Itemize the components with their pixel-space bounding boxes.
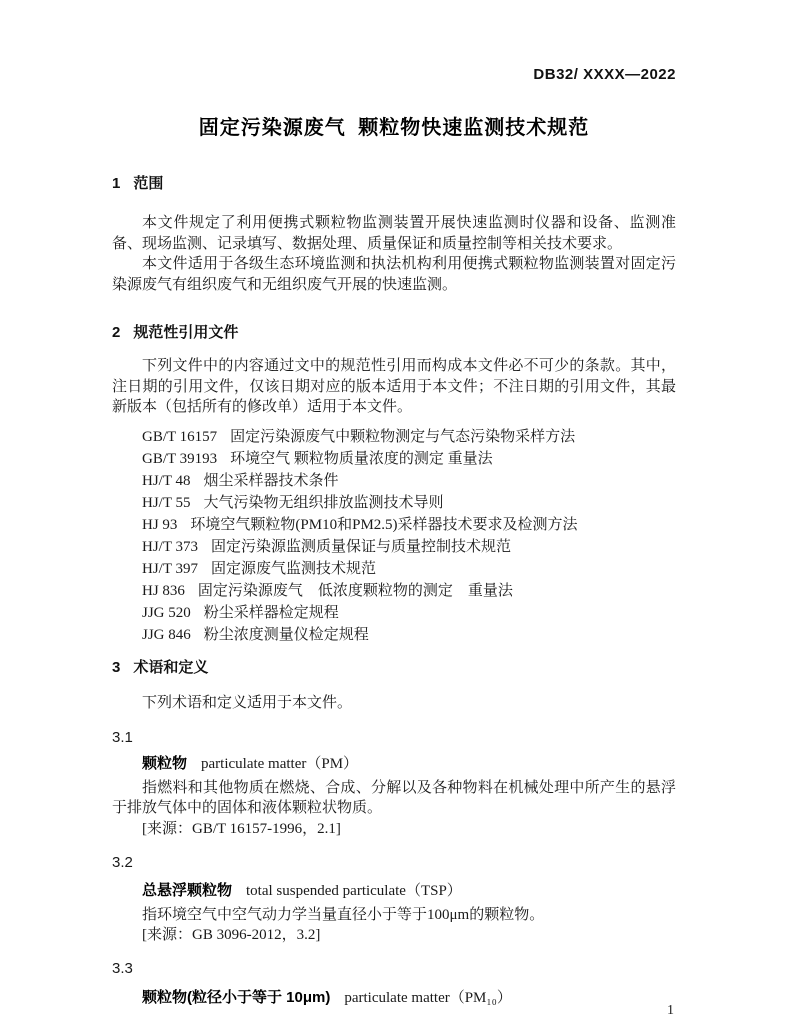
reference-code: JJG 846 [142,626,191,643]
reference-code: JJG 520 [142,604,191,621]
reference-item [112,514,676,536]
reference-title: 大气污染物无组织排放监测技术导则 [203,494,444,511]
section-3-title: 术语和定义 [133,658,209,676]
reference-code: HJ/T 48 [142,472,191,489]
term-line-3-1 [112,754,676,775]
term-en: particulate matter（PM） [201,756,359,772]
reference-item [112,558,676,580]
term-en: particulate matter（PM₁₀） [344,989,512,1006]
section-3-number: 3 [112,658,121,676]
reference-title: 烟尘采样器技术条件 [203,472,339,489]
clause-number-3-1: 3.1 [112,729,133,746]
term-en: total suspended particulate（TSP） [246,883,462,899]
reference-code: HJ/T 397 [142,560,198,577]
clause-number-3-2: 3.2 [112,854,133,871]
term-cn: 总悬浮颗粒物 [142,882,233,899]
term-definition-3-1: 指燃料和其他物质在燃烧、合成、分解以及各种物料在机械处理中所产生的悬浮于排放气体中的固体和液体颗粒状物质。 [112,779,676,816]
reference-title: 粉尘浓度测量仪检定规程 [203,626,369,643]
term-source-3-2: [来源：GB 3096-2012，3.2] [142,927,321,943]
reference-item [112,624,676,646]
section-2-number: 2 [112,324,121,341]
reference-title: 环境空气颗粒物(PM10和PM2.5)采样器技术要求及检测方法 [190,516,578,533]
reference-title: 固定污染源废气 低浓度颗粒物的测定 重量法 [197,582,513,599]
reference-item [112,492,676,514]
page-title: 固定污染源废气 颗粒物快速监测技术规范 [198,117,590,139]
term-line-3-3 [112,988,676,1009]
section-2-heading [112,321,676,342]
reference-title: 固定污染源监测质量保证与质量控制技术规范 [210,538,511,555]
reference-code: HJ 93 [142,516,178,533]
reference-title: 环境空气 颗粒物质量浓度的测定 重量法 [230,450,493,467]
reference-item [112,536,676,558]
reference-item [112,580,676,602]
section-1-paragraph-1: 本文件规定了利用便携式颗粒物监测装置开展快速监测时仪器和设备、监测准备、现场监测、记录填写、数据处理、质量保证和质量控制等相关技术要求。 [112,215,676,252]
term-definition-3-2: 指环境空气中空气动力学当量直径小于等于100μm的颗粒物。 [142,906,545,923]
reference-title: 粉尘采样器检定规程 [203,604,339,621]
reference-item [112,602,676,624]
page-number: 1 [667,1003,674,1018]
section-3-heading [112,656,676,677]
reference-code: HJ/T 373 [142,538,198,555]
term-cn: 颗粒物 [142,755,188,772]
reference-code: GB/T 39193 [142,450,218,467]
section-2-intro: 下列文件中的内容通过文中的规范性引用而构成本文件必不可少的条款。其中，注日期的引用文件，仅该日期对应的版本适用于本文件；不注日期的引用文件，其最新版本（包括所有的修改单）适用于本文件。 [112,358,676,415]
reference-code: HJ 836 [142,582,185,599]
normative-reference-list [112,426,676,646]
term-cn: 颗粒物(粒径小于等于 10μm) [142,988,331,1006]
section-1-paragraph-2: 本文件适用于各级生态环境监测和执法机构利用便携式颗粒物监测装置对固定污染源废气有组织废气和无组织废气开展的快速监测。 [112,256,676,293]
reference-item [112,470,676,492]
section-2-title: 规范性引用文件 [133,324,239,341]
term-line-3-2 [112,881,676,902]
doc-number: DB32/ XXXX—2022 [533,66,676,83]
section-1-title: 范围 [133,175,164,192]
term-source-3-1: [来源：GB/T 16157-1996，2.1] [142,820,341,837]
reference-item [112,448,676,470]
section-1-number: 1 [112,175,121,192]
reference-item [112,426,676,448]
section-3-intro: 下列术语和定义适用于本文件。 [142,694,353,711]
section-1-heading [112,172,676,193]
reference-title: 固定污染源废气中颗粒物测定与气态污染物采样方法 [230,428,576,445]
clause-number-3-3: 3.3 [112,959,133,977]
reference-code: HJ/T 55 [142,494,191,511]
reference-code: GB/T 16157 [142,428,218,445]
reference-title: 固定源废气监测技术规范 [210,560,376,577]
